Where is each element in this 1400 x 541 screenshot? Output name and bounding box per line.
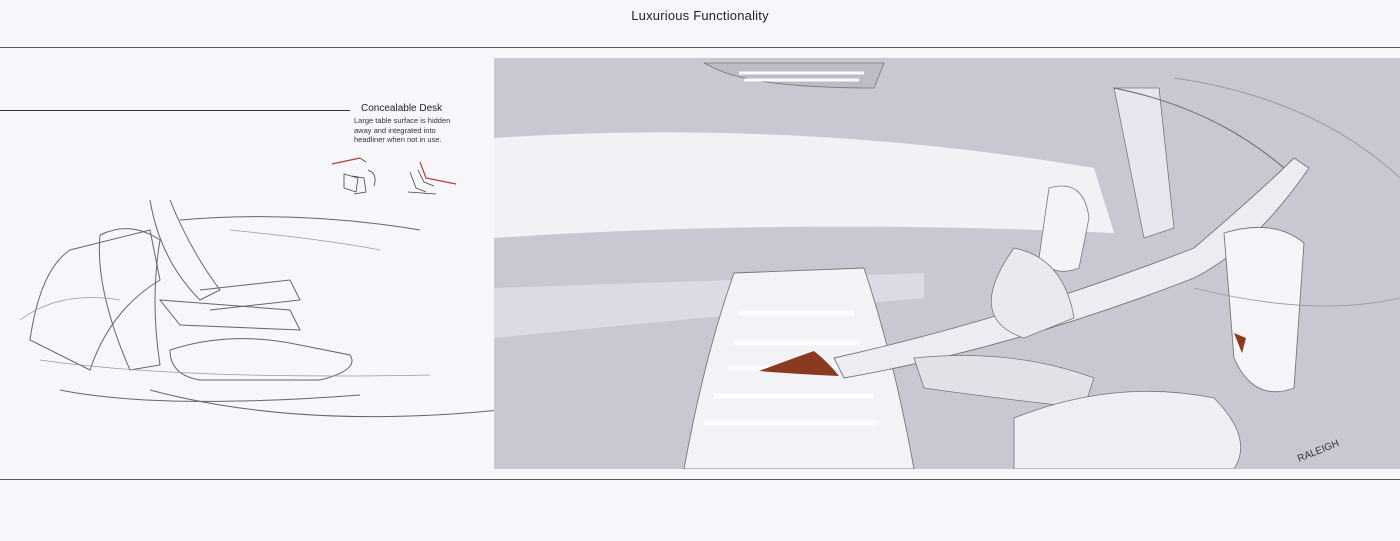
page-title: Luxurious Functionality [631, 8, 769, 23]
callout-description: Large table surface is hidden away and integrated into headliner when not in use. [354, 116, 451, 144]
callout-leader-line [0, 110, 350, 111]
footer-divider [0, 479, 1400, 480]
header-divider [0, 47, 1400, 48]
artist-signature: RALEIGH [1296, 438, 1341, 465]
interior-rendering [494, 58, 1400, 469]
seat-side-sketch [0, 140, 520, 440]
callout-heading: Concealable Desk [361, 103, 443, 114]
